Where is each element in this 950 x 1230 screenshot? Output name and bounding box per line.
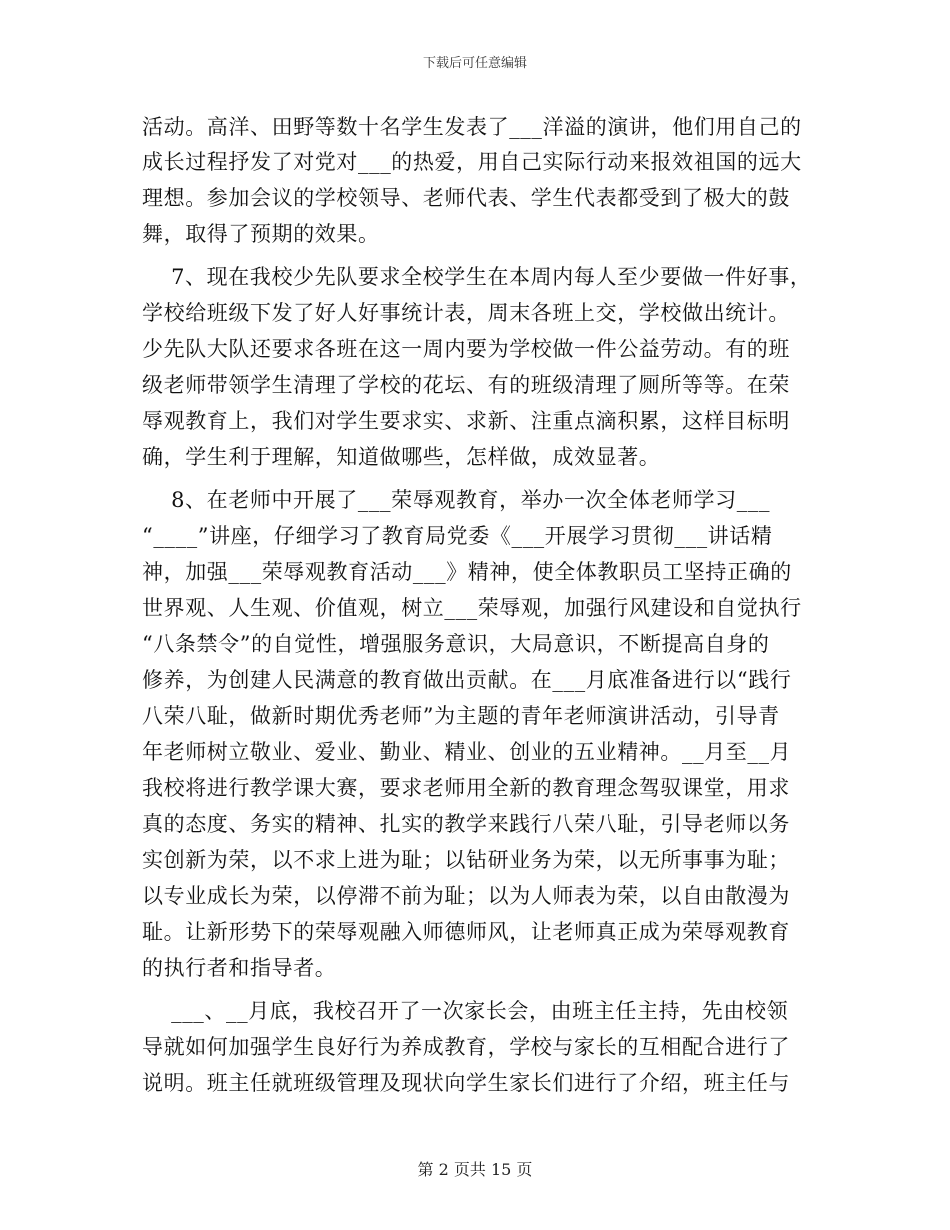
text-line: 修养，为创建人民满意的教育做出贡献。在___月底准备进行以“践行 <box>142 668 792 692</box>
text-line: 8、在老师中开展了___荣辱观教育，举办一次全体老师学习___ <box>142 488 771 512</box>
text-line: 以专业成长为荣，以停滞不前为耻；以为人师表为荣，以自由散漫为 <box>142 884 790 908</box>
text-line: 成长过程抒发了对党对___的热爱，用自己实际行动来报效祖国的远大 <box>142 150 802 174</box>
text-line: ___、__月底，我校召开了一次家长会，由班主任主持，先由校领 <box>142 999 789 1023</box>
text-line: 级老师带领学生清理了学校的花坛、有的班级清理了厕所等等。在荣 <box>142 373 790 397</box>
text-line: 说明。班主任就班级管理及现状向学生家长们进行了介绍，班主任与 <box>142 1071 790 1095</box>
text-line: 耻。让新形势下的荣辱观融入师德师风，让老师真正成为荣辱观教育 <box>142 920 790 944</box>
text-line: 舞，取得了预期的效果。 <box>142 222 380 246</box>
text-line: 确，学生利于理解，知道做哪些，怎样做，成效显著。 <box>142 445 661 469</box>
page-header: 下载后可任意编辑 <box>422 56 527 71</box>
text-line: “____”讲座，仔细学习了教育局党委《___开展学习贯彻___讲话精 <box>142 524 773 548</box>
text-line: 神，加强___荣辱观教育活动___》精神，使全体教职员工坚持正确的 <box>142 560 792 584</box>
text-line: 活动。高洋、田野等数十名学生发表了___洋溢的演讲，他们用自己的 <box>142 115 802 139</box>
text-line: 八荣八耻，做新时期优秀老师”为主题的青年老师演讲活动，引导青 <box>142 704 780 728</box>
text-line: 学校给班级下发了好人好事统计表，周末各班上交，学校做出统计。 <box>142 301 790 325</box>
text-line: 我校将进行教学课大赛，要求老师用全新的教育理念驾驭课堂，用求 <box>142 776 790 800</box>
text-line: 导就如何加强学生良好行为养成教育，学校与家长的互相配合进行了 <box>142 1035 790 1059</box>
text-line: 实创新为荣，以不求上进为耻；以钻研业务为荣，以无所事事为耻； <box>142 848 790 872</box>
text-line: 世界观、人生观、价值观，树立___荣辱观，加强行风建设和自觉执行 <box>142 596 802 620</box>
text-line: 年老师树立敬业、爱业、勤业、精业、创业的五业精神。__月至__月 <box>142 740 792 764</box>
text-line: 真的态度、务实的精神、扎实的教学来践行八荣八耻，引导老师以务 <box>142 812 790 836</box>
text-line: “八条禁令”的自觉性，增强服务意识，大局意识，不断提高自身的 <box>142 632 770 656</box>
text-line: 辱观教育上，我们对学生要求实、求新、注重点滴积累，这样目标明 <box>142 409 790 433</box>
text-line: 理想。参加会议的学校领导、老师代表、学生代表都受到了极大的鼓 <box>142 186 790 210</box>
text-line: 7、现在我校少先队要求全校学生在本周内每人至少要做一件好事， <box>142 265 812 289</box>
text-line: 少先队大队还要求各班在这一周内要为学校做一件公益劳动。有的班 <box>142 337 790 361</box>
text-line: 的执行者和指导者。 <box>142 956 337 980</box>
page-footer: 第 2 页共 15 页 <box>417 1160 533 1179</box>
